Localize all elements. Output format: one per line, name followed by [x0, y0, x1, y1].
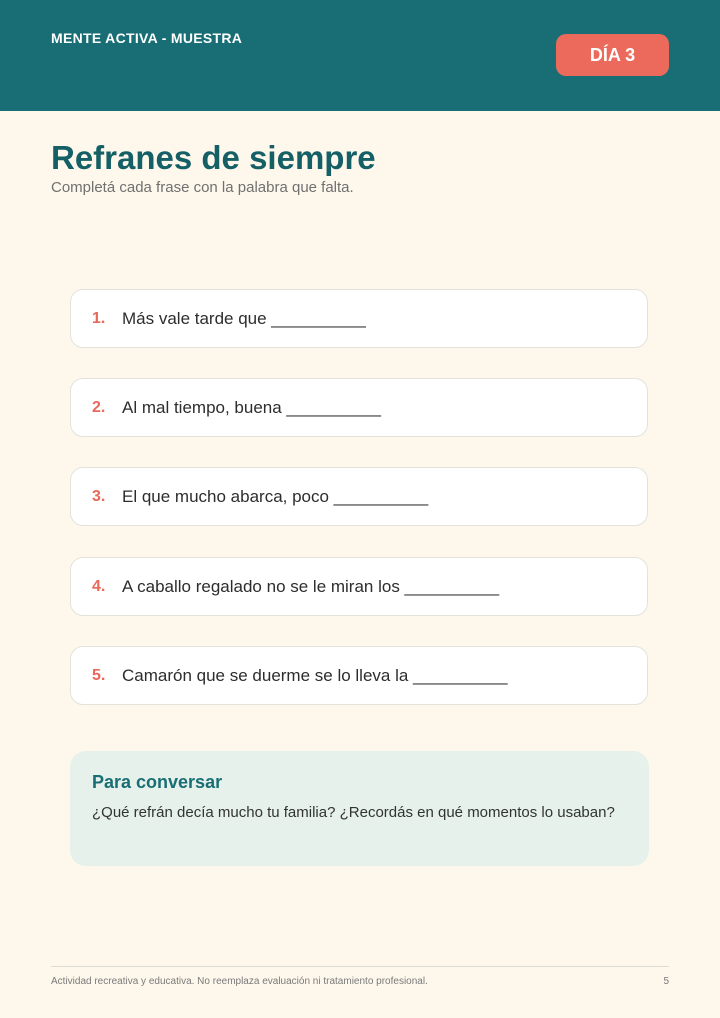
item-number: 2. [92, 399, 106, 416]
page-number: 5 [663, 976, 669, 987]
page-title: Refranes de siempre [51, 139, 376, 176]
item-text: El que mucho abarca, poco __________ [122, 487, 429, 506]
item-number: 1. [92, 310, 106, 327]
conversation-box [70, 751, 649, 866]
page-header [0, 0, 720, 111]
conversation-title: Para conversar [92, 772, 223, 792]
exercise-item [70, 557, 648, 616]
exercise-item [70, 646, 648, 705]
conversation-text: ¿Qué refrán decía mucho tu familia? ¿Recordás en qué momentos lo usaban? [92, 804, 615, 821]
item-text: Al mal tiempo, buena __________ [122, 398, 381, 417]
brand-label: MENTE ACTIVA - MUESTRA [51, 30, 243, 46]
day-badge: DÍA 3 [556, 34, 669, 76]
item-number: 3. [92, 488, 106, 505]
item-number: 4. [92, 578, 106, 595]
exercise-item [70, 289, 648, 348]
footer-disclaimer: Actividad recreativa y educativa. No reemplaza evaluación ni tratamiento profesional. [51, 976, 428, 987]
exercise-item [70, 378, 648, 437]
item-text: A caballo regalado no se le miran los __________ [122, 577, 500, 596]
item-text: Camarón que se duerme se lo lleva la __________ [122, 666, 508, 685]
page-subtitle: Completá cada frase con la palabra que falta. [51, 179, 354, 196]
exercise-item [70, 467, 648, 526]
item-text: Más vale tarde que __________ [122, 309, 366, 328]
footer-divider [51, 966, 669, 967]
item-number: 5. [92, 667, 106, 684]
